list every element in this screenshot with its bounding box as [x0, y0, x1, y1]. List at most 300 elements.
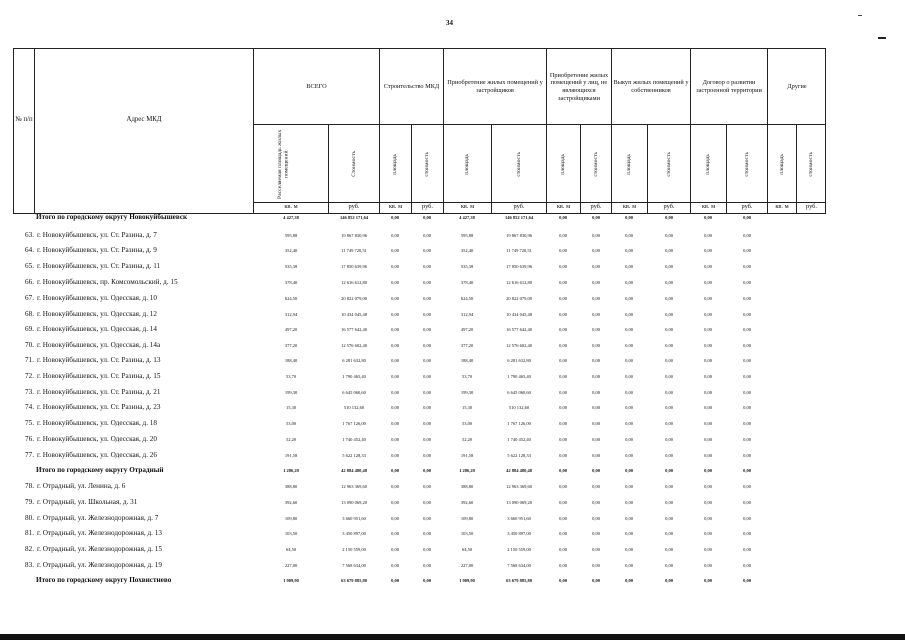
table-cell: 0,00	[423, 546, 431, 552]
table-cell: 0,00	[665, 263, 673, 269]
table-cell: 595,88	[284, 232, 298, 238]
table-cell: 497,20	[284, 326, 298, 332]
table-cell: 227,00	[284, 562, 298, 568]
subheader: стоимость	[515, 151, 522, 177]
table-cell: 0,00	[625, 499, 633, 505]
table-cell: 53,00	[461, 420, 473, 426]
row-number: 65.	[25, 262, 34, 270]
table-cell: 0,00	[704, 546, 712, 552]
table-cell: 0,00	[625, 562, 633, 568]
table-cell: 199,30	[284, 389, 298, 395]
table-cell: 0,00	[743, 546, 751, 552]
table-cell: 0,00	[391, 247, 399, 253]
table-cell: 0,00	[423, 530, 431, 536]
table-cell: 12 576 602,40	[506, 342, 532, 348]
table-cell: 188,40	[284, 357, 298, 363]
table-cell: 17 850 639,96	[341, 263, 367, 269]
table-cell: 0,00	[625, 404, 633, 410]
table-cell: 510 132,60	[508, 404, 530, 410]
subheader: площадь	[778, 153, 785, 175]
table-cell: 6 281 632,80	[507, 357, 531, 363]
table-cell: 0,00	[391, 562, 399, 568]
table-cell: 0,00	[423, 311, 431, 317]
table-cell: 0,00	[559, 515, 567, 521]
row-address: г. Отрадный, ул. Железнодорожная, д. 19	[37, 561, 162, 569]
table-cell: 0,00	[391, 452, 399, 458]
table-cell: 0,00	[704, 420, 712, 426]
table-cell: 7 568 634,00	[342, 562, 366, 568]
table-cell: 0,00	[423, 373, 431, 379]
table-cell: 0,00	[743, 295, 751, 301]
table-cell: 0,00	[625, 530, 633, 536]
table-cell: 146 852 171,64	[339, 214, 369, 220]
table-cell: 0,00	[625, 452, 633, 458]
table-cell: 0,00	[423, 232, 431, 238]
table-cell: 0,00	[592, 515, 600, 521]
table-cell: 0,00	[559, 232, 567, 238]
table-cell: 0,00	[743, 483, 751, 489]
table-cell: 15,30	[285, 404, 297, 410]
unit-label: кв. м	[556, 203, 571, 210]
table-cell: 0,00	[704, 247, 712, 253]
row-address: г. Новокуйбышевск, ул. Ст. Разина, д. 9	[37, 246, 157, 254]
row-address: г. Отрадный, ул. Железнодорожная, д. 7	[37, 514, 159, 522]
row-address: г. Новокуйбышевск, ул. Ст. Разина, д. 23	[37, 403, 161, 411]
table-cell: 0,00	[625, 311, 633, 317]
table-cell: 1 740 452,40	[507, 436, 531, 442]
table-cell: 0,00	[592, 357, 600, 363]
table-cell: 624,50	[460, 295, 474, 301]
unit-label: руб.	[348, 203, 360, 210]
table-cell: 0,00	[665, 530, 673, 536]
table-cell: 0,00	[743, 452, 751, 458]
table-cell: 0,00	[743, 342, 751, 348]
subheader: стоимость	[424, 151, 431, 177]
table-cell: 0,00	[625, 357, 633, 363]
table-cell: 5 622 128,33	[507, 452, 531, 458]
table-cell: 0,00	[743, 530, 751, 536]
table-cell: 392,60	[284, 499, 298, 505]
subheader: стоимость	[665, 151, 672, 177]
table-cell: 0,00	[559, 546, 567, 552]
table-cell: 0,00	[559, 389, 567, 395]
row-address: г. Новокуйбышевск, ул. Ст. Разина, д. 13	[37, 356, 161, 364]
table-cell: 0,00	[391, 232, 399, 238]
row-address: г. Новокуйбышевск, ул. Одесская, д. 20	[37, 435, 157, 443]
table-cell: 0,00	[559, 577, 567, 583]
table-cell: 0,00	[592, 546, 600, 552]
table-cell: 0,00	[423, 342, 431, 348]
table-cell: 0,00	[743, 515, 751, 521]
table-cell: 0,00	[559, 467, 567, 473]
table-cell: 312,94	[284, 311, 298, 317]
table-cell: 0,00	[559, 530, 567, 536]
group-nondeveloper-purchase: Приобретение жилых помещений у лиц, не являющихся застройщиками	[549, 71, 609, 102]
subheader: Стоимость	[350, 151, 357, 177]
table-cell: 19 867 830,96	[506, 232, 532, 238]
table-cell: 0,00	[743, 311, 751, 317]
table-cell: 16 577 642,40	[341, 326, 367, 332]
table-cell: 0,00	[704, 577, 712, 583]
table-cell: 0,00	[665, 404, 673, 410]
table-cell: 0,00	[559, 342, 567, 348]
subheader: стоимость	[743, 151, 750, 177]
table-cell: 535,38	[460, 263, 474, 269]
table-cell: 0,00	[665, 546, 673, 552]
table-cell: 0,00	[423, 436, 431, 442]
table-cell: 0,00	[743, 232, 751, 238]
row-address: г. Новокуйбышевск, пр. Комсомольский, д. 15	[37, 278, 178, 286]
row-number: 75.	[25, 419, 34, 427]
table-cell: 0,00	[391, 499, 399, 505]
table-cell: 0,00	[592, 326, 600, 332]
unit-label: кв. м	[701, 203, 716, 210]
table-cell: 0,00	[391, 577, 399, 583]
table-cell: 103,50	[284, 530, 298, 536]
table-cell: 377,20	[284, 342, 298, 348]
table-cell: 0,00	[743, 389, 751, 395]
table-cell: 0,00	[592, 389, 600, 395]
table-cell: 0,00	[423, 562, 431, 568]
row-number: 67.	[25, 294, 34, 302]
subheader: площадь	[464, 153, 471, 175]
table-cell: 0,00	[423, 357, 431, 363]
table-cell: 0,00	[592, 483, 600, 489]
table-cell: 0,00	[625, 279, 633, 285]
row-number: 81.	[25, 529, 34, 537]
table-cell: 0,00	[743, 436, 751, 442]
table-cell: 199,30	[460, 389, 474, 395]
unit-label: кв. м	[388, 203, 403, 210]
row-address: г. Новокуйбышевск, ул. Одесская, д. 14	[37, 325, 157, 333]
table-cell: 0,00	[704, 467, 712, 473]
table-cell: 0,00	[625, 295, 633, 301]
table-cell: 0,00	[665, 311, 673, 317]
scan-edge	[0, 634, 905, 640]
table-cell: 6 645 060,60	[507, 389, 531, 395]
table-cell: 0,00	[423, 326, 431, 332]
table-cell: 388,80	[460, 483, 474, 489]
table-cell: 0,00	[743, 577, 751, 583]
table-cell: 0,00	[743, 499, 751, 505]
row-number: 73.	[25, 388, 34, 396]
table-cell: 0,00	[423, 515, 431, 521]
table-cell: 0,00	[665, 357, 673, 363]
table-cell: 0,00	[704, 263, 712, 269]
table-cell: 1 909,90	[283, 577, 299, 583]
table-cell: 20 822 079,00	[506, 295, 532, 301]
table-cell: 0,00	[704, 357, 712, 363]
table-cell: 0,00	[704, 483, 712, 489]
table-cell: 42 884 480,48	[341, 467, 367, 473]
table-cell: 0,00	[423, 577, 431, 583]
table-cell: 0,00	[592, 232, 600, 238]
table-cell: 0,00	[665, 436, 673, 442]
table-cell: 0,00	[559, 214, 567, 220]
table-cell: 1 790 465,40	[342, 373, 366, 379]
address-header: Адрес МКД	[126, 115, 162, 123]
table-cell: 0,00	[559, 452, 567, 458]
table-cell: 0,00	[391, 404, 399, 410]
table-cell: 15,30	[461, 404, 473, 410]
table-cell: 0,00	[704, 342, 712, 348]
row-number: 69.	[25, 325, 34, 333]
table-cell: 3 660 951,60	[507, 515, 531, 521]
table-cell: 0,00	[625, 389, 633, 395]
table-cell: 0,00	[592, 279, 600, 285]
table-cell: 0,00	[559, 373, 567, 379]
table-cell: 12 963 369,60	[506, 483, 532, 489]
table-cell: 0,00	[665, 483, 673, 489]
table-cell: 64,50	[285, 546, 297, 552]
table-cell: 0,00	[559, 499, 567, 505]
table-cell: 20 822 079,00	[341, 295, 367, 301]
unit-label: руб.	[421, 203, 434, 210]
row-number: 77.	[25, 451, 34, 459]
table-cell: 0,00	[423, 263, 431, 269]
table-cell: 0,00	[423, 214, 431, 220]
table-cell: 0,00	[743, 467, 751, 473]
table-cell: 0,00	[665, 342, 673, 348]
table-cell: 109,80	[460, 515, 474, 521]
table-cell: 53,00	[285, 420, 297, 426]
table-cell: 0,00	[625, 342, 633, 348]
table-cell: 19 867 830,96	[341, 232, 367, 238]
unit-label: руб.	[805, 203, 818, 210]
table-cell: 0,00	[665, 577, 673, 583]
table-cell: 0,00	[704, 499, 712, 505]
table-cell: 0,00	[665, 452, 673, 458]
row-address: г. Новокуйбышевск, ул. Одесская, д. 14а	[37, 341, 161, 349]
table-cell: 0,00	[704, 404, 712, 410]
row-number: 63.	[25, 231, 34, 239]
table-cell: 0,00	[665, 467, 673, 473]
table-cell: 63 679 885,80	[506, 577, 532, 583]
table-cell: 0,00	[625, 515, 633, 521]
table-cell: 0,00	[423, 295, 431, 301]
table-cell: 10 434 045,48	[341, 311, 367, 317]
table-cell: 52,20	[461, 436, 473, 442]
table-cell: 0,00	[559, 562, 567, 568]
table-cell: 535,38	[284, 263, 298, 269]
table-cell: 0,00	[423, 404, 431, 410]
table-cell: 0,00	[665, 326, 673, 332]
table-cell: 0,00	[391, 295, 399, 301]
table-cell: 0,00	[665, 295, 673, 301]
table-cell: 0,00	[665, 515, 673, 521]
table-cell: 0,00	[704, 295, 712, 301]
table-cell: 0,00	[391, 420, 399, 426]
table-cell: 191,58	[460, 452, 474, 458]
table-cell: 0,00	[592, 247, 600, 253]
table-cell: 388,80	[284, 483, 298, 489]
table-cell: 0,00	[423, 420, 431, 426]
table-cell: 12 576 602,40	[341, 342, 367, 348]
table-cell: 0,00	[704, 326, 712, 332]
table-cell: 0,00	[423, 467, 431, 473]
table-cell: 1 909,90	[459, 577, 475, 583]
table-cell: 7 568 634,00	[507, 562, 531, 568]
table-cell: 1 286,20	[283, 467, 299, 473]
table-cell: 1 767 126,00	[507, 420, 531, 426]
group-total: ВСЕГО	[306, 83, 327, 91]
table-cell: 0,00	[423, 389, 431, 395]
unit-label: кв. м	[460, 203, 475, 210]
table-cell: 0,00	[625, 373, 633, 379]
table-cell: 0,00	[704, 389, 712, 395]
table-cell: 0,00	[391, 214, 399, 220]
table-cell: 0,00	[625, 483, 633, 489]
header-divider	[253, 124, 826, 125]
row-address: г. Отрадный, ул. Ленина, д. 6	[37, 482, 126, 490]
row-number: 80.	[25, 514, 34, 522]
table-cell: 0,00	[423, 247, 431, 253]
table-cell: 0,00	[391, 357, 399, 363]
table-cell: 42 884 480,48	[506, 467, 532, 473]
table-cell: 12 963 369,60	[341, 483, 367, 489]
table-cell: 0,00	[559, 295, 567, 301]
table-cell: 352,40	[460, 247, 474, 253]
table-cell: 0,00	[592, 499, 600, 505]
table-cell: 0,00	[391, 483, 399, 489]
table-cell: 312,94	[460, 311, 474, 317]
table-cell: 0,00	[559, 311, 567, 317]
table-cell: 0,00	[743, 326, 751, 332]
table-cell: 0,00	[391, 279, 399, 285]
row-number: 83.	[25, 561, 34, 569]
table-cell: 0,00	[423, 499, 431, 505]
table-cell: 0,00	[743, 562, 751, 568]
table-cell: 2 150 559,00	[342, 546, 366, 552]
table-cell: 191,58	[284, 452, 298, 458]
table-cell: 0,00	[625, 577, 633, 583]
table-cell: 146 852 171,64	[504, 214, 534, 220]
table-cell: 0,00	[743, 279, 751, 285]
table-cell: 0,00	[665, 232, 673, 238]
group-other: Другие	[787, 83, 807, 91]
table-cell: 11 749 720,51	[341, 247, 367, 253]
group-construction: Строительство МКД	[383, 83, 440, 91]
table-cell: 595,88	[460, 232, 474, 238]
table-cell: 13 090 069,20	[506, 499, 532, 505]
group-owner-buyout: Выкуп жилых помещений у собственников	[613, 79, 689, 94]
table-cell: 12 616 612,80	[341, 279, 367, 285]
unit-label: руб.	[741, 203, 753, 210]
table-cell: 0,00	[665, 562, 673, 568]
table-cell: 3 660 951,60	[342, 515, 366, 521]
table-cell: 0,00	[704, 279, 712, 285]
table-cell: 52,20	[285, 436, 297, 442]
table-cell: 6 645 060,60	[342, 389, 366, 395]
row-number: 74.	[25, 403, 34, 411]
page-number: 34	[446, 19, 453, 27]
total-row-label: Итого по городскому округу Похвистнево	[36, 576, 172, 584]
table-cell: 0,00	[559, 404, 567, 410]
subheader: Расселяемая площадь жилых помещений	[277, 129, 290, 199]
table-cell: 0,00	[559, 263, 567, 269]
table-cell: 0,00	[592, 214, 600, 220]
row-number: 68.	[25, 310, 34, 318]
table-cell: 0,00	[592, 452, 600, 458]
group-developer-purchase: Приобретение жилых помещений у застройщиков	[447, 79, 543, 94]
table-cell: 378,40	[460, 279, 474, 285]
table-cell: 0,00	[665, 420, 673, 426]
table-cell: 0,00	[592, 311, 600, 317]
subheader: площадь	[392, 153, 399, 175]
table-cell: 0,00	[625, 263, 633, 269]
table-cell: 0,00	[704, 373, 712, 379]
table-cell: 227,00	[460, 562, 474, 568]
table-cell: 10 434 045,48	[506, 311, 532, 317]
table-cell: 392,60	[460, 499, 474, 505]
table-cell: 16 577 642,40	[506, 326, 532, 332]
row-address: г. Новокуйбышевск, ул. Одесская, д. 26	[37, 451, 157, 459]
table-cell: 63 679 885,80	[341, 577, 367, 583]
table-cell: 510 132,60	[343, 404, 365, 410]
row-number: 71.	[25, 356, 34, 364]
table-cell: 0,00	[391, 389, 399, 395]
table-cell: 377,20	[460, 342, 474, 348]
table-cell: 0,00	[665, 389, 673, 395]
table-cell: 0,00	[704, 562, 712, 568]
table-cell: 0,00	[743, 247, 751, 253]
subheader: площадь	[626, 153, 633, 175]
table-cell: 0,00	[423, 483, 431, 489]
row-number: 70.	[25, 341, 34, 349]
subheader: стоимость	[808, 151, 815, 177]
table-cell: 497,20	[460, 326, 474, 332]
table-cell: 12 616 612,80	[506, 279, 532, 285]
table-cell: 0,00	[592, 530, 600, 536]
table-cell: 0,00	[391, 326, 399, 332]
scan-mark	[858, 15, 862, 16]
table-cell: 0,00	[743, 357, 751, 363]
table-cell: 0,00	[704, 232, 712, 238]
unit-label: руб.	[590, 203, 602, 210]
unit-label: кв. м	[284, 203, 298, 210]
row-address: г. Новокуйбышевск, ул. Ст. Разина, д. 15	[37, 372, 161, 380]
table-cell: 0,00	[743, 420, 751, 426]
row-address: г. Отрадный, ул. Железнодорожная, д. 13	[37, 529, 162, 537]
table-cell: 0,00	[665, 499, 673, 505]
table-cell: 17 850 639,96	[506, 263, 532, 269]
table-cell: 0,00	[743, 263, 751, 269]
table-cell: 5 622 128,33	[342, 452, 366, 458]
table-cell: 0,00	[665, 247, 673, 253]
table-cell: 0,00	[423, 452, 431, 458]
table-cell: 0,00	[592, 263, 600, 269]
table-cell: 0,00	[592, 562, 600, 568]
unit-label: руб.	[513, 203, 525, 210]
table-cell: 0,00	[592, 342, 600, 348]
row-number: 79.	[25, 498, 34, 506]
table-cell: 6 281 632,80	[342, 357, 366, 363]
table-cell: 0,00	[625, 436, 633, 442]
total-row-label: Итого по городскому округу Новокуйбышевск	[36, 213, 188, 221]
row-number: 76.	[25, 435, 34, 443]
row-number: 78.	[25, 482, 34, 490]
table-cell: 2 150 559,00	[507, 546, 531, 552]
table-cell: 11 749 720,51	[506, 247, 532, 253]
table-cell: 378,40	[284, 279, 298, 285]
table-cell: 0,00	[559, 357, 567, 363]
row-number: 82.	[25, 545, 34, 553]
table-cell: 3 450 897,00	[507, 530, 531, 536]
table-cell: 0,00	[391, 311, 399, 317]
table-cell: 0,00	[559, 326, 567, 332]
table-cell: 0,00	[704, 214, 712, 220]
table-cell: 0,00	[592, 404, 600, 410]
